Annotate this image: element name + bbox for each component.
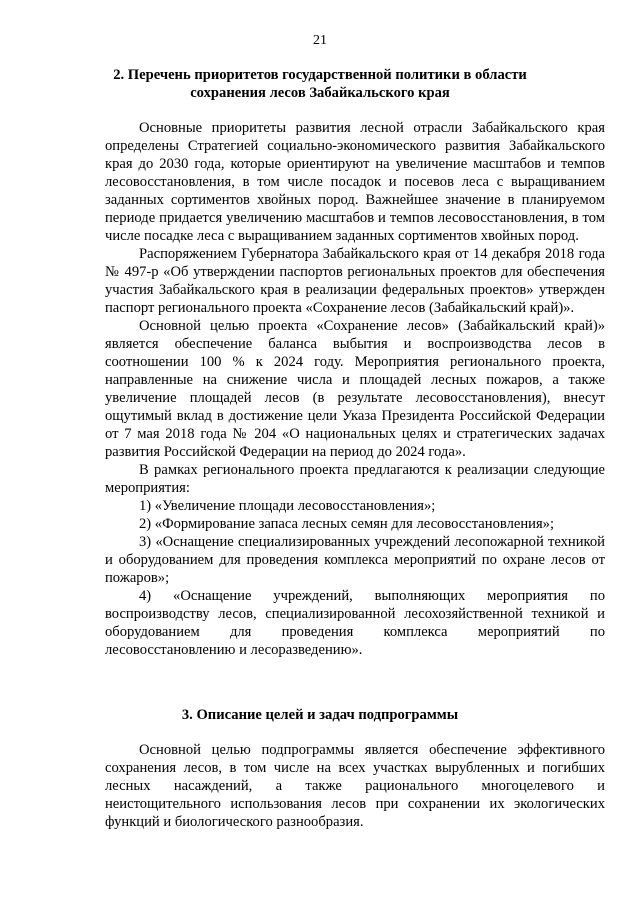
paragraph-subprogram-goal: Основной целью подпрограммы является обеспечение эффективного сохранения лесов, в том числе на всех участках вырубленных и погибших лесных насаждений, а также рационального многоцелевого и неистощительного использования лесов при сохранении их экологических функций и биологического разнообразия. <box>105 742 605 830</box>
list-item: 3) «Оснащение специализированных учреждений лесопожарной техникой и оборудованием для проведения комплекса мероприятий по охране лесов от пожаров»; <box>105 534 605 586</box>
paragraph-governor-order: Распоряжением Губернатора Забайкальского края от 14 декабря 2018 года № 497-р «Об утверждении паспортов региональных проектов для обеспечения участия Забайкальского края в реализации федеральных проектов» утвержден паспорт регионального проекта «Сохранение лесов (Забайкальский край)». <box>105 246 605 316</box>
list-item: 2) «Формирование запаса лесных семян для лесовосстановления»; <box>139 516 555 532</box>
paragraph-project-goal: Основной целью проекта «Сохранение лесов» (Забайкальский край)» является обеспечение баланса выбытия и воспроизводства лесов в соотношении 100 % к 2024 году. Мероприятия регионального проекта, направленные на снижение числа и площадей лесных пожаров, а также увеличение площадей лесов (в результате лесовосстановления), внесут ощутимый вклад в достижение цели Указа Президента Российской Федерации от 7 мая 2018 года № 204 «О национальных целях и стратегических задачах развития Российской Федерации на период до 2024 года». <box>105 318 605 460</box>
section-2-title <box>100 66 540 102</box>
section-2-title-line-1: 2. Перечень приоритетов государственной политики в области <box>113 67 527 83</box>
list-item: 4) «Оснащение учреждений, выполняющих мероприятия по воспроизводству лесов, специализированной лесохозяйственной техникой и оборудованием для проведения комплекса мероприятий по лесовосстановлению и лесоразведению». <box>105 588 605 658</box>
list-item: 1) «Увеличение площади лесовосстановления»; <box>139 498 436 514</box>
paragraph-measures-intro: В рамках регионального проекта предлагаются к реализации следующие мероприятия: <box>105 462 605 496</box>
paragraph-priorities: Основные приоритеты развития лесной отрасли Забайкальского края определены Стратегией социально-экономического развития Забайкальского края до 2030 года, которые ориентируют на увеличение масштабов и темпов лесовосстановления, в том числе посадок и посевов леса с выращиванием заданных сортиментов хвойных пород. Важнейшее значение в планируемом периоде придается увеличению масштабов и темпов лесовосстановления, в том числе посадке леса с выращиванием заданных сортиментов хвойных пород. <box>105 120 605 244</box>
section-3-body <box>105 741 605 831</box>
section-2-title-line-2: сохранения лесов Забайкальского края <box>190 85 450 101</box>
page-number: 21 <box>313 33 327 48</box>
section-3-title: 3. Описание целей и задач подпрограммы <box>181 707 459 723</box>
section-2-body <box>105 119 605 659</box>
